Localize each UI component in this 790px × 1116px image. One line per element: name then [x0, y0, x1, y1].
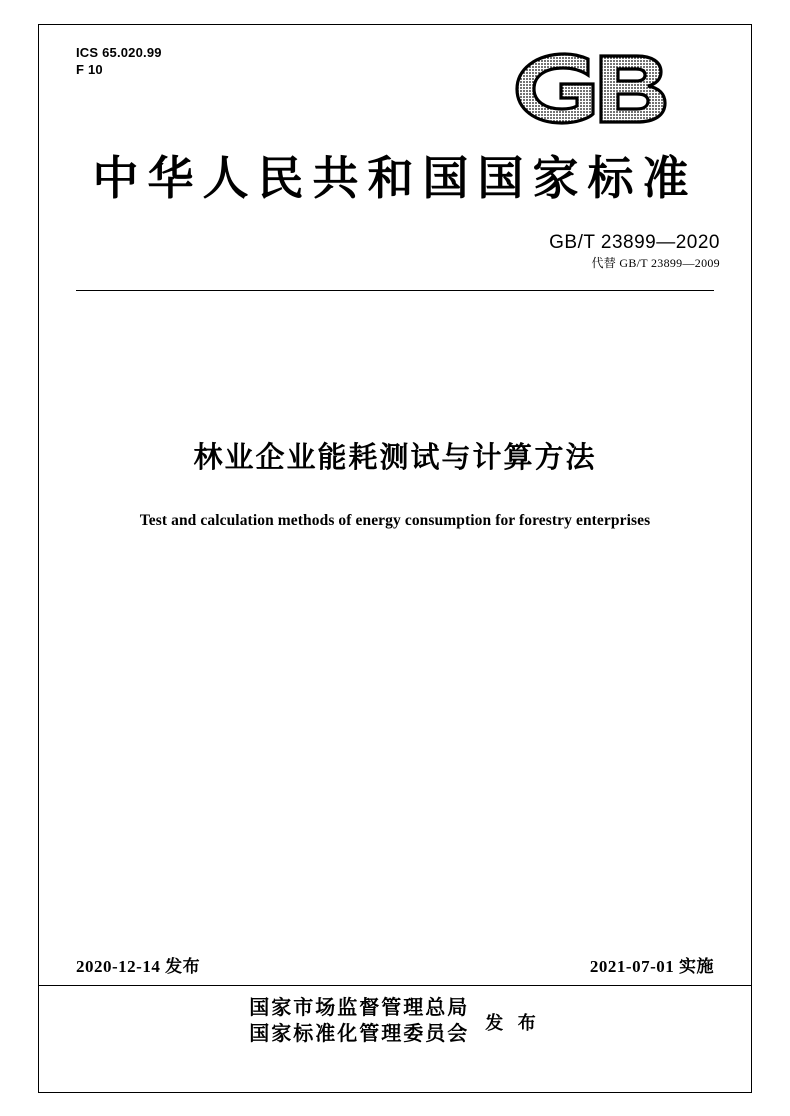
issue-date: 2020-12-14 发布 [76, 957, 201, 976]
issuer-line-1: 国家市场监督管理总局 [249, 997, 470, 1019]
ics-code: ICS 65.020.99 [76, 45, 162, 60]
page-border-top [38, 24, 752, 25]
divider-above-issuer [38, 985, 752, 986]
standard-replaces: 代替 GB/T 23899—2009 [591, 256, 720, 270]
divider-under-standard-number [76, 290, 714, 291]
issuer-line-2: 国家标准化管理委员会 [249, 1023, 470, 1045]
issuer-block [0, 995, 790, 1047]
classification-code: F 10 [76, 62, 103, 77]
gb-logo-icon [505, 48, 685, 128]
issuer-names [249, 995, 469, 1047]
page-border-left [38, 24, 39, 1092]
ics-block [76, 44, 162, 78]
page-title: 中华人民共和国国家标准 [92, 153, 698, 204]
effective-date: 2021-07-01 实施 [589, 957, 714, 976]
document-title-en: Test and calculation methods of energy consumption for forestry enterprises [139, 512, 651, 529]
standard-number: GB/T 23899—2020 [549, 232, 720, 253]
document-title-cn: 林业企业能耗测试与计算方法 [193, 442, 597, 474]
page-border-right [751, 24, 752, 1092]
issuer-publish-label: 发 布 [485, 1013, 541, 1033]
page-border-bottom [38, 1092, 752, 1093]
